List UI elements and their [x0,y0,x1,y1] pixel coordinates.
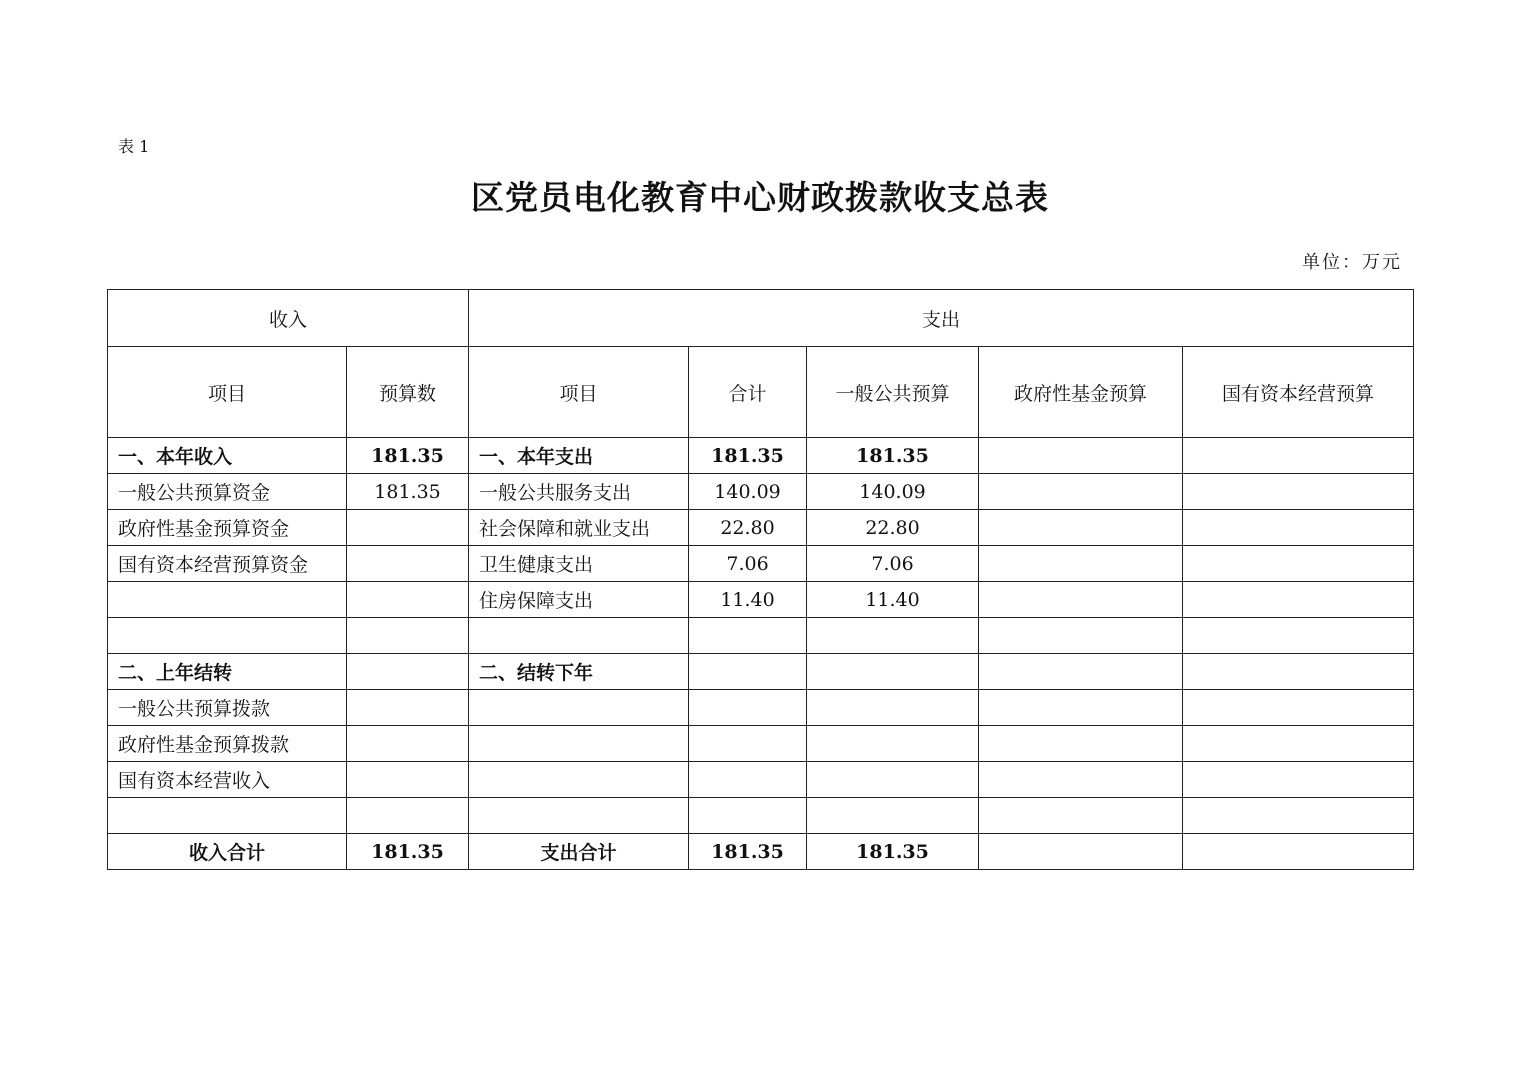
header-columns-row [108,347,1414,438]
fund-budget-cell [979,690,1183,726]
income-item-cell [108,618,347,654]
column-header-state-capital-budget: 国有资本经营预算 [1183,347,1414,438]
expense-item-cell [469,618,689,654]
income-amount-cell [347,546,469,582]
fund-budget-cell [979,438,1183,474]
expense-item-cell [469,762,689,798]
expense-item-cell: 卫生健康支出 [469,546,689,582]
column-header-budget-amount: 预算数 [347,347,469,438]
table-row [108,798,1414,834]
income-item-cell: 收入合计 [108,834,347,870]
fund-budget-cell [979,582,1183,618]
expense-total-cell: 140.09 [689,474,807,510]
column-header-expense-item: 项目 [469,347,689,438]
general-budget-cell: 181.35 [807,438,979,474]
income-item-cell: 政府性基金预算拨款 [108,726,347,762]
column-header-fund-budget: 政府性基金预算 [979,347,1183,438]
fund-budget-cell [979,474,1183,510]
expense-total-cell: 11.40 [689,582,807,618]
expense-item-cell: 一、本年支出 [469,438,689,474]
table-row [108,510,1414,546]
income-amount-cell: 181.35 [347,834,469,870]
state-capital-budget-cell [1183,438,1414,474]
expense-total-cell: 181.35 [689,438,807,474]
state-capital-budget-cell [1183,654,1414,690]
income-amount-cell [347,726,469,762]
income-amount-cell [347,582,469,618]
income-amount-cell [347,690,469,726]
fund-budget-cell [979,798,1183,834]
fund-budget-cell [979,726,1183,762]
expense-item-cell: 社会保障和就业支出 [469,510,689,546]
general-budget-cell [807,618,979,654]
expense-header: 支出 [469,290,1414,347]
expense-item-cell [469,726,689,762]
general-budget-cell [807,798,979,834]
fund-budget-cell [979,654,1183,690]
table-row [108,582,1414,618]
expense-item-cell [469,690,689,726]
expense-total-cell [689,690,807,726]
general-budget-cell [807,690,979,726]
state-capital-budget-cell [1183,762,1414,798]
income-item-cell: 二、上年结转 [108,654,347,690]
table-row [108,726,1414,762]
income-amount-cell [347,618,469,654]
expense-item-cell [469,798,689,834]
income-item-cell: 国有资本经营收入 [108,762,347,798]
fund-budget-cell [979,618,1183,654]
expense-total-cell [689,798,807,834]
expense-item-cell: 二、结转下年 [469,654,689,690]
general-budget-cell: 140.09 [807,474,979,510]
income-header: 收入 [108,290,469,347]
table-row [108,546,1414,582]
state-capital-budget-cell [1183,474,1414,510]
table-row [108,834,1414,870]
state-capital-budget-cell [1183,510,1414,546]
expense-total-cell [689,726,807,762]
expense-total-cell [689,762,807,798]
income-item-cell: 一、本年收入 [108,438,347,474]
state-capital-budget-cell [1183,690,1414,726]
fund-budget-cell [979,834,1183,870]
table-row [108,690,1414,726]
state-capital-budget-cell [1183,582,1414,618]
income-item-cell [108,798,347,834]
general-budget-cell [807,726,979,762]
table-row [108,654,1414,690]
table-label: 表 1 [118,137,150,156]
table-row [108,474,1414,510]
state-capital-budget-cell [1183,618,1414,654]
income-amount-cell [347,510,469,546]
budget-summary-table [107,289,1414,870]
expense-total-cell: 22.80 [689,510,807,546]
income-amount-cell [347,762,469,798]
general-budget-cell [807,762,979,798]
table-row [108,762,1414,798]
income-amount-cell [347,654,469,690]
expense-total-cell: 7.06 [689,546,807,582]
state-capital-budget-cell [1183,834,1414,870]
header-group-row [108,290,1414,347]
fund-budget-cell [979,546,1183,582]
state-capital-budget-cell [1183,726,1414,762]
table-row [108,618,1414,654]
general-budget-cell: 22.80 [807,510,979,546]
fund-budget-cell [979,762,1183,798]
unit-label: 单位：万元 [1302,252,1402,273]
expense-total-cell [689,618,807,654]
income-item-cell: 一般公共预算资金 [108,474,347,510]
expense-item-cell: 一般公共服务支出 [469,474,689,510]
general-budget-cell [807,654,979,690]
income-item-cell: 政府性基金预算资金 [108,510,347,546]
expense-item-cell: 住房保障支出 [469,582,689,618]
income-item-cell: 一般公共预算拨款 [108,690,347,726]
page-title: 区党员电化教育中心财政拨款收支总表 [471,178,1049,217]
general-budget-cell: 7.06 [807,546,979,582]
income-item-cell [108,582,347,618]
state-capital-budget-cell [1183,546,1414,582]
fund-budget-cell [979,510,1183,546]
expense-item-cell: 支出合计 [469,834,689,870]
table-row [108,438,1414,474]
general-budget-cell: 11.40 [807,582,979,618]
income-amount-cell [347,798,469,834]
income-amount-cell: 181.35 [347,438,469,474]
column-header-total: 合计 [689,347,807,438]
state-capital-budget-cell [1183,798,1414,834]
column-header-general-budget: 一般公共预算 [807,347,979,438]
income-item-cell: 国有资本经营预算资金 [108,546,347,582]
expense-total-cell: 181.35 [689,834,807,870]
column-header-income-item: 项目 [108,347,347,438]
expense-total-cell [689,654,807,690]
table-body [108,438,1414,870]
income-amount-cell: 181.35 [347,474,469,510]
general-budget-cell: 181.35 [807,834,979,870]
